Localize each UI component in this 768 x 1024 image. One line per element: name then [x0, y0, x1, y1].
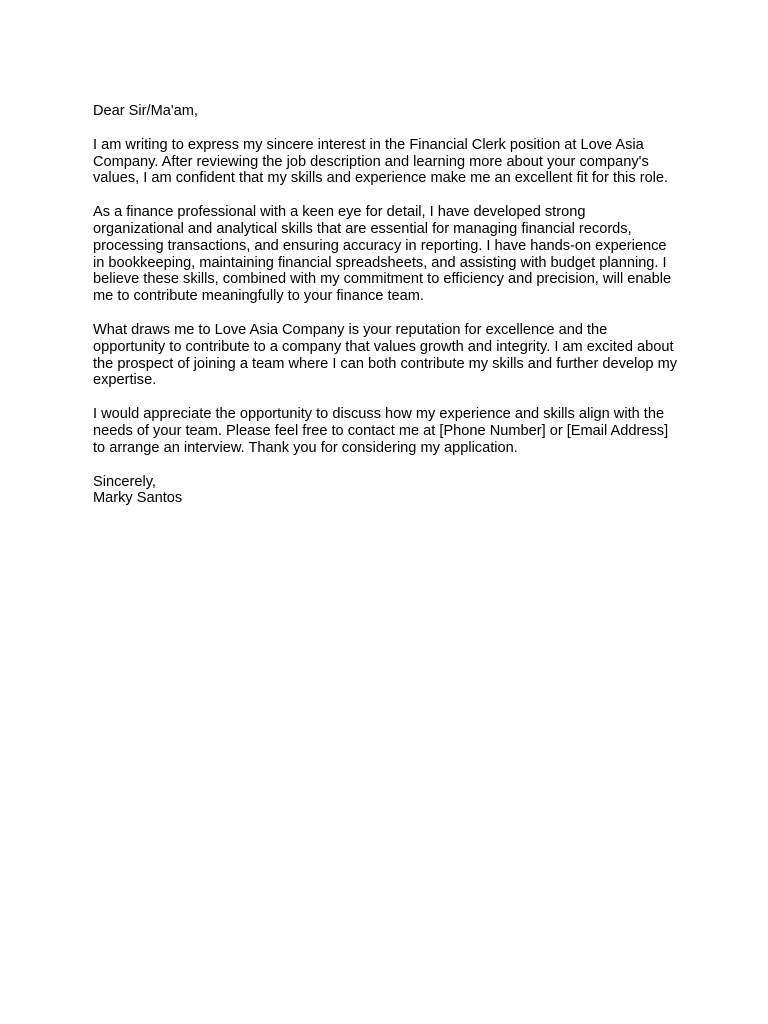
- closing-phrase: Sincerely,: [93, 473, 156, 490]
- paragraph-qualifications: As a finance professional with a keen eye for detail, I have developed strong organizational and analytical skills that are essential for managing financial records, processing transactions, and ensuring accuracy in reporting. I have hands-on experience in bookkeeping, maintaining financial spreadsheets, and assisting with budget planning. I believe these skills, combined with my commitment to efficiency and precision, will enable me to contribute meaningfully to your finance team.: [93, 204, 672, 305]
- signature-name: Marky Santos: [93, 490, 183, 507]
- cover-letter: [93, 103, 678, 524]
- paragraph-motivation: What draws me to Love Asia Company is your reputation for excellence and the opportunity to contribute to a company that values growth and integrity. I am excited about the prospect of joining a team where I can both contribute my skills and further develop my expertise.: [93, 321, 678, 389]
- paragraph-call-to-action: I would appreciate the opportunity to discuss how my experience and skills align with the needs of your team. Please feel free to contact me at [Phone Number] or [Email Address] to arrange an interview. Thank you for considering my application.: [93, 406, 669, 456]
- salutation: Dear Sir/Ma'am,: [93, 103, 198, 119]
- paragraph-introduction: I am writing to express my sincere interest in the Financial Clerk position at Love Asia Company. After reviewing the job description and learning more about your company's values, I am confident that my skills and experience make me an excellent fit for this role.: [93, 136, 669, 187]
- closing-block: [93, 474, 678, 508]
